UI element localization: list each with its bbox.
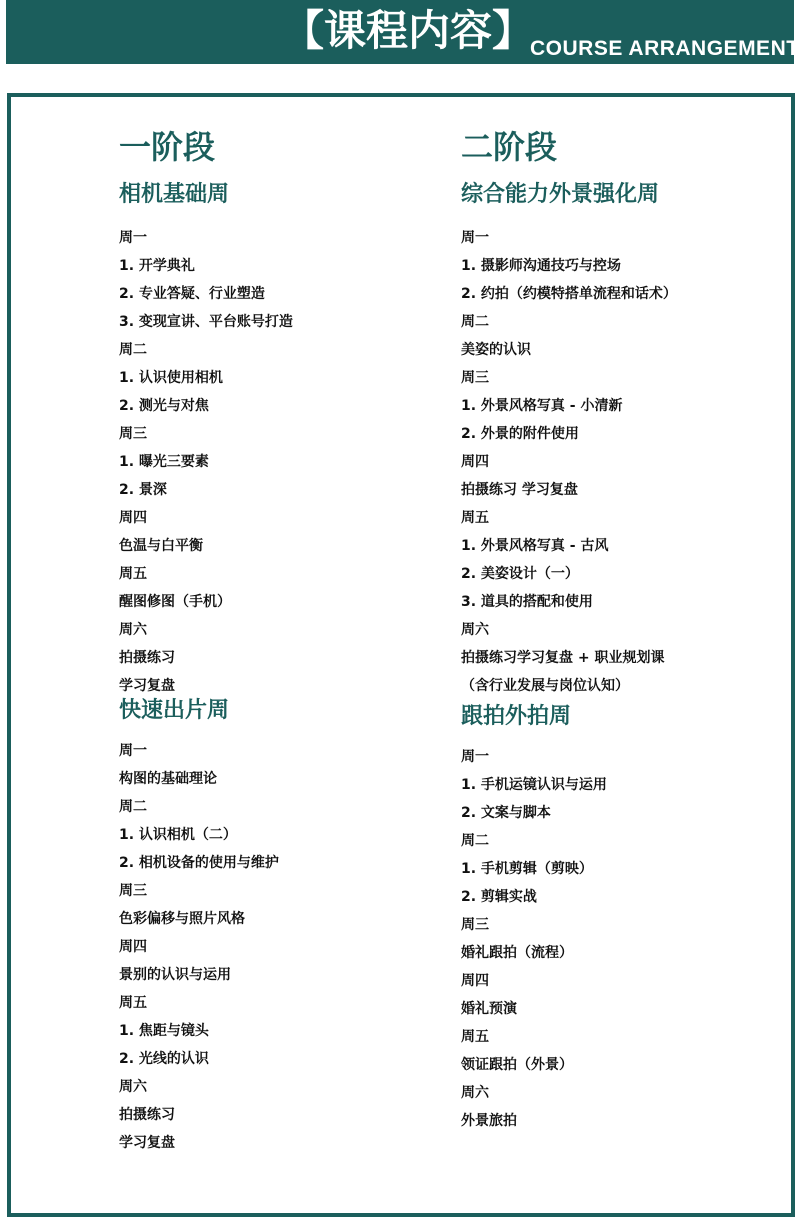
schedule-line: 周四 — [119, 510, 147, 526]
schedule-line: 构图的基础理论 — [119, 771, 217, 787]
schedule-line: 2. 外景的附件使用 — [461, 426, 579, 442]
page-subtitle: COURSE ARRANGEMENT — [530, 37, 800, 60]
schedule-line: 1. 焦距与镜头 — [119, 1023, 209, 1039]
schedule-line: 3. 道具的搭配和使用 — [461, 594, 593, 610]
schedule-line: 拍摄练习 — [119, 650, 175, 666]
schedule-line: 2. 美姿设计（一） — [461, 566, 579, 582]
schedule-line: 周二 — [119, 799, 147, 815]
week-title: 相机基础周 — [119, 182, 230, 207]
schedule-line: 婚礼预演 — [461, 1001, 517, 1017]
schedule-line: 1. 曝光三要素 — [119, 454, 209, 470]
schedule-line: 1. 外景风格写真 - 小清新 — [461, 398, 623, 414]
schedule-line: 拍摄练习学习复盘 + 职业规划课 — [461, 650, 665, 666]
schedule-line: 2. 专业答疑、行业塑造 — [119, 286, 265, 302]
schedule-line: 周二 — [461, 314, 489, 330]
schedule-line: 3. 变现宣讲、平台账号打造 — [119, 314, 293, 330]
schedule-line: 2. 测光与对焦 — [119, 398, 209, 414]
schedule-line: 周六 — [461, 1085, 489, 1101]
schedule-line: 1. 摄影师沟通技巧与控场 — [461, 258, 621, 274]
week-title: 快速出片周 — [119, 698, 230, 723]
schedule-line: 2. 文案与脚本 — [461, 805, 551, 821]
schedule-line: 学习复盘 — [119, 678, 175, 694]
schedule-line: 学习复盘 — [119, 1135, 175, 1151]
schedule-line: 周二 — [119, 342, 147, 358]
schedule-line: 美姿的认识 — [461, 342, 531, 358]
schedule-line: 周五 — [461, 510, 489, 526]
stage-title: 一阶段 — [119, 128, 216, 166]
week-title: 综合能力外景强化周 — [461, 182, 660, 207]
week-title: 跟拍外拍周 — [461, 704, 572, 729]
schedule-line: 周二 — [461, 833, 489, 849]
schedule-line: 1. 认识相机（二） — [119, 827, 237, 843]
schedule-line: 醒图修图（手机） — [119, 594, 231, 610]
schedule-line: 2. 剪辑实战 — [461, 889, 537, 905]
schedule-line: 周一 — [461, 230, 489, 246]
schedule-line: 周四 — [461, 454, 489, 470]
schedule-line: 2. 约拍（约模特搭单流程和话术） — [461, 286, 677, 302]
schedule-line: 周三 — [461, 917, 489, 933]
schedule-line: （含行业发展与岗位认知） — [461, 678, 629, 694]
schedule-line: 景别的认识与运用 — [119, 967, 231, 983]
schedule-line: 2. 景深 — [119, 482, 167, 498]
schedule-line: 周五 — [119, 566, 147, 582]
schedule-line: 周一 — [461, 749, 489, 765]
schedule-line: 周三 — [119, 883, 147, 899]
schedule-line: 拍摄练习 学习复盘 — [461, 482, 578, 498]
schedule-line: 周六 — [119, 622, 147, 638]
header-banner — [6, 0, 800, 64]
schedule-line: 周一 — [119, 230, 147, 246]
schedule-line: 1. 认识使用相机 — [119, 370, 223, 386]
schedule-line: 周四 — [461, 973, 489, 989]
schedule-line: 1. 手机运镜认识与运用 — [461, 777, 607, 793]
schedule-line: 1. 开学典礼 — [119, 258, 195, 274]
schedule-line: 周四 — [119, 939, 147, 955]
schedule-line: 拍摄练习 — [119, 1107, 175, 1123]
schedule-line: 周五 — [461, 1029, 489, 1045]
schedule-line: 1. 手机剪辑（剪映） — [461, 861, 593, 877]
schedule-line: 色彩偏移与照片风格 — [119, 911, 245, 927]
stage-title: 二阶段 — [461, 128, 558, 166]
schedule-line: 1. 外景风格写真 - 古风 — [461, 538, 609, 554]
schedule-line: 周一 — [119, 743, 147, 759]
schedule-line: 周三 — [119, 426, 147, 442]
schedule-line: 婚礼跟拍（流程） — [461, 945, 573, 961]
schedule-line: 2. 相机设备的使用与维护 — [119, 855, 279, 871]
schedule-line: 2. 光线的认识 — [119, 1051, 209, 1067]
schedule-line: 领证跟拍（外景） — [461, 1057, 573, 1073]
content-frame — [7, 93, 795, 1217]
schedule-line: 色温与白平衡 — [119, 538, 203, 554]
schedule-line: 周六 — [119, 1079, 147, 1095]
schedule-line: 外景旅拍 — [461, 1113, 517, 1129]
schedule-line: 周三 — [461, 370, 489, 386]
schedule-line: 周六 — [461, 622, 489, 638]
page-title: 【课程内容】 — [282, 6, 535, 55]
schedule-line: 周五 — [119, 995, 147, 1011]
